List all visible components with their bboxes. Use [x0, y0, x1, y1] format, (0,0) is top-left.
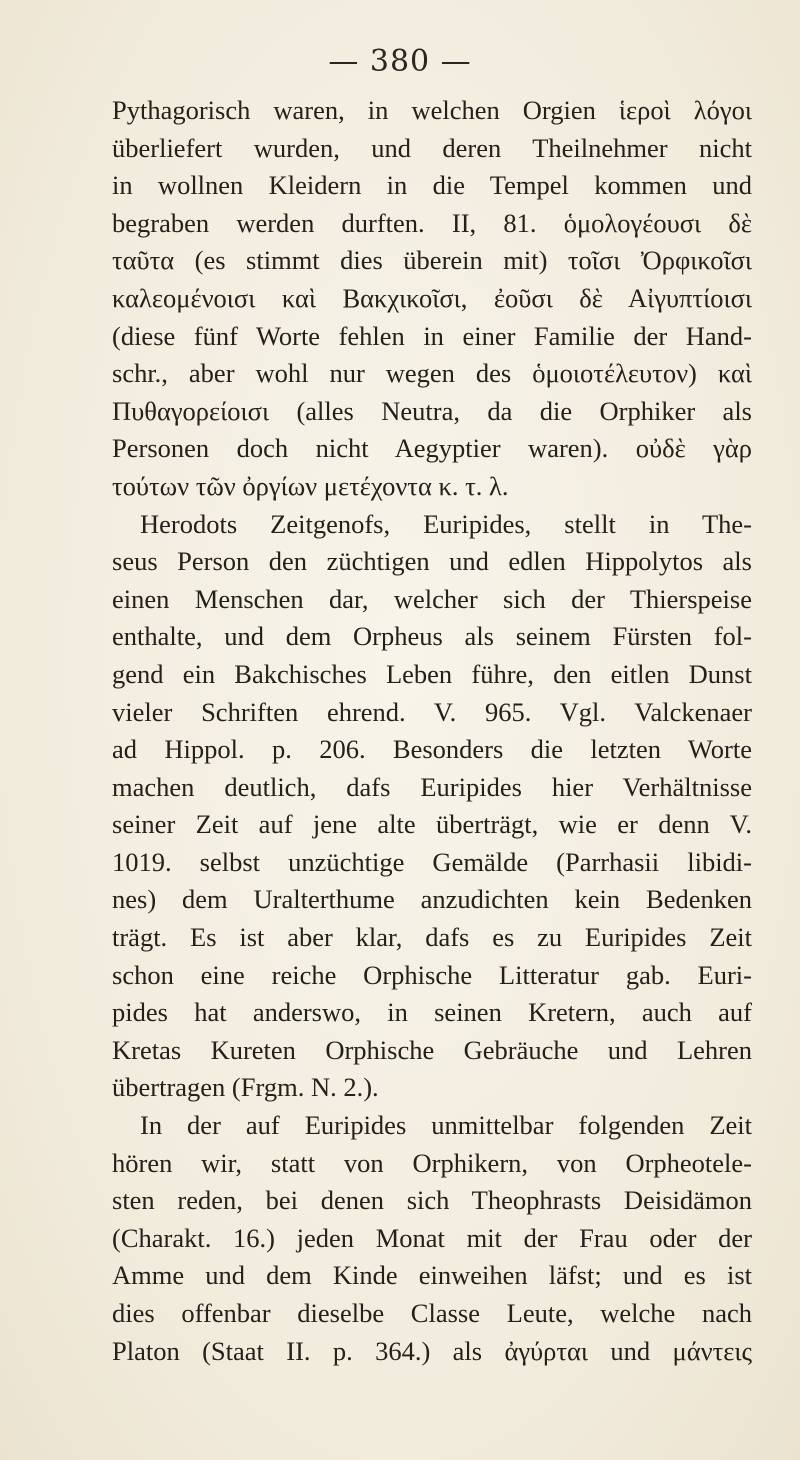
text-line: 1019. selbst unzüchtige Gemälde (Parrhasii libidi- [112, 846, 752, 877]
text-line: (Charakt. 16.) jeden Monat mit der Frau oder der [112, 1222, 752, 1253]
text-line: machen deutlich, dafs Euripides hier Verhältnisse [112, 771, 752, 802]
text-line: überliefert wurden, und deren Theilnehmer nicht [112, 132, 752, 163]
text-line: übertragen (Frgm. N. 2.). [112, 1072, 379, 1103]
text-line: Amme und dem Kinde einweihen läfst; und es ist [112, 1260, 752, 1291]
text-line: begraben werden durften. II, 81. ὁμολογέουσι δὲ [112, 207, 752, 238]
text-line: dies offenbar dieselbe Classe Leute, welche nach [112, 1298, 752, 1328]
paragraph-start-line: In der auf Euripides unmittelbar folgenden Zeit [140, 1110, 752, 1141]
paragraph-start-line: Herodots Zeitgenofs, Euripides, stellt in The- [140, 508, 752, 539]
text-line: Πυθαγορείοισι (alles Neutra, da die Orphiker als [112, 395, 752, 426]
text-line: seus Person den züchtigen und edlen Hippolytos als [112, 546, 752, 577]
text-line: trägt. Es ist aber klar, dafs es zu Euripides Zeit [112, 922, 752, 953]
text-line: Personen doch nicht Aegyptier waren). οὐδὲ γὰρ [112, 433, 752, 464]
text-line: vieler Schriften ehrend. V. 965. Vgl. Valckenaer [112, 696, 752, 727]
text-line: (diese fünf Worte fehlen in einer Familie der Hand- [112, 320, 752, 351]
text-line: sten reden, bei denen sich Theophrasts Deisidämon [112, 1185, 752, 1216]
text-line: nes) dem Uralterthume anzudichten kein Bedenken [112, 884, 752, 915]
text-line: ad Hippol. p. 206. Besonders die letzten Worte [112, 734, 752, 765]
text-line: hören wir, statt von Orphikern, von Orpheotele- [112, 1147, 752, 1178]
page-number: — 380 — [328, 44, 472, 79]
text-line: pides hat anderswo, in seinen Kretern, auch auf [112, 997, 752, 1028]
text-line: τούτων τῶν ὀργίων μετέχοντα κ. τ. λ. [112, 470, 509, 501]
text-line: Platon (Staat II. p. 364.) als ἀγύρται und μάντεις [112, 1335, 752, 1366]
text-line: ταῦτα (es stimmt dies überein mit) τοῖσι Ὀρφικοῖσι [112, 245, 752, 276]
body-text [112, 92, 752, 1370]
text-line: in wollnen Kleidern in die Tempel kommen und [112, 170, 752, 201]
text-line: seiner Zeit auf jene alte überträgt, wie er denn V. [112, 809, 752, 840]
text-line: Kretas Kureten Orphische Gebräuche und Lehren [112, 1034, 752, 1065]
text-line: einen Menschen dar, welcher sich der Thierspeise [112, 583, 752, 614]
text-line: Pythagorisch waren, in welchen Orgien ἱεροὶ λόγοι [112, 95, 752, 125]
text-line: καλεομένοισι καὶ Βακχικοῖσι, ἐοῦσι δὲ Αἰγυπτίοισι [112, 282, 752, 313]
text-line: schon eine reiche Orphische Litteratur gab. Euri- [112, 959, 752, 990]
text-line: schr., aber wohl nur wegen des ὁμοιοτέλευτον) καὶ [112, 358, 752, 389]
text-line: enthalte, und dem Orpheus als seinem Fürsten fol- [112, 621, 752, 652]
text-line: gend ein Bakchisches Leben führe, den eitlen Dunst [112, 658, 752, 689]
